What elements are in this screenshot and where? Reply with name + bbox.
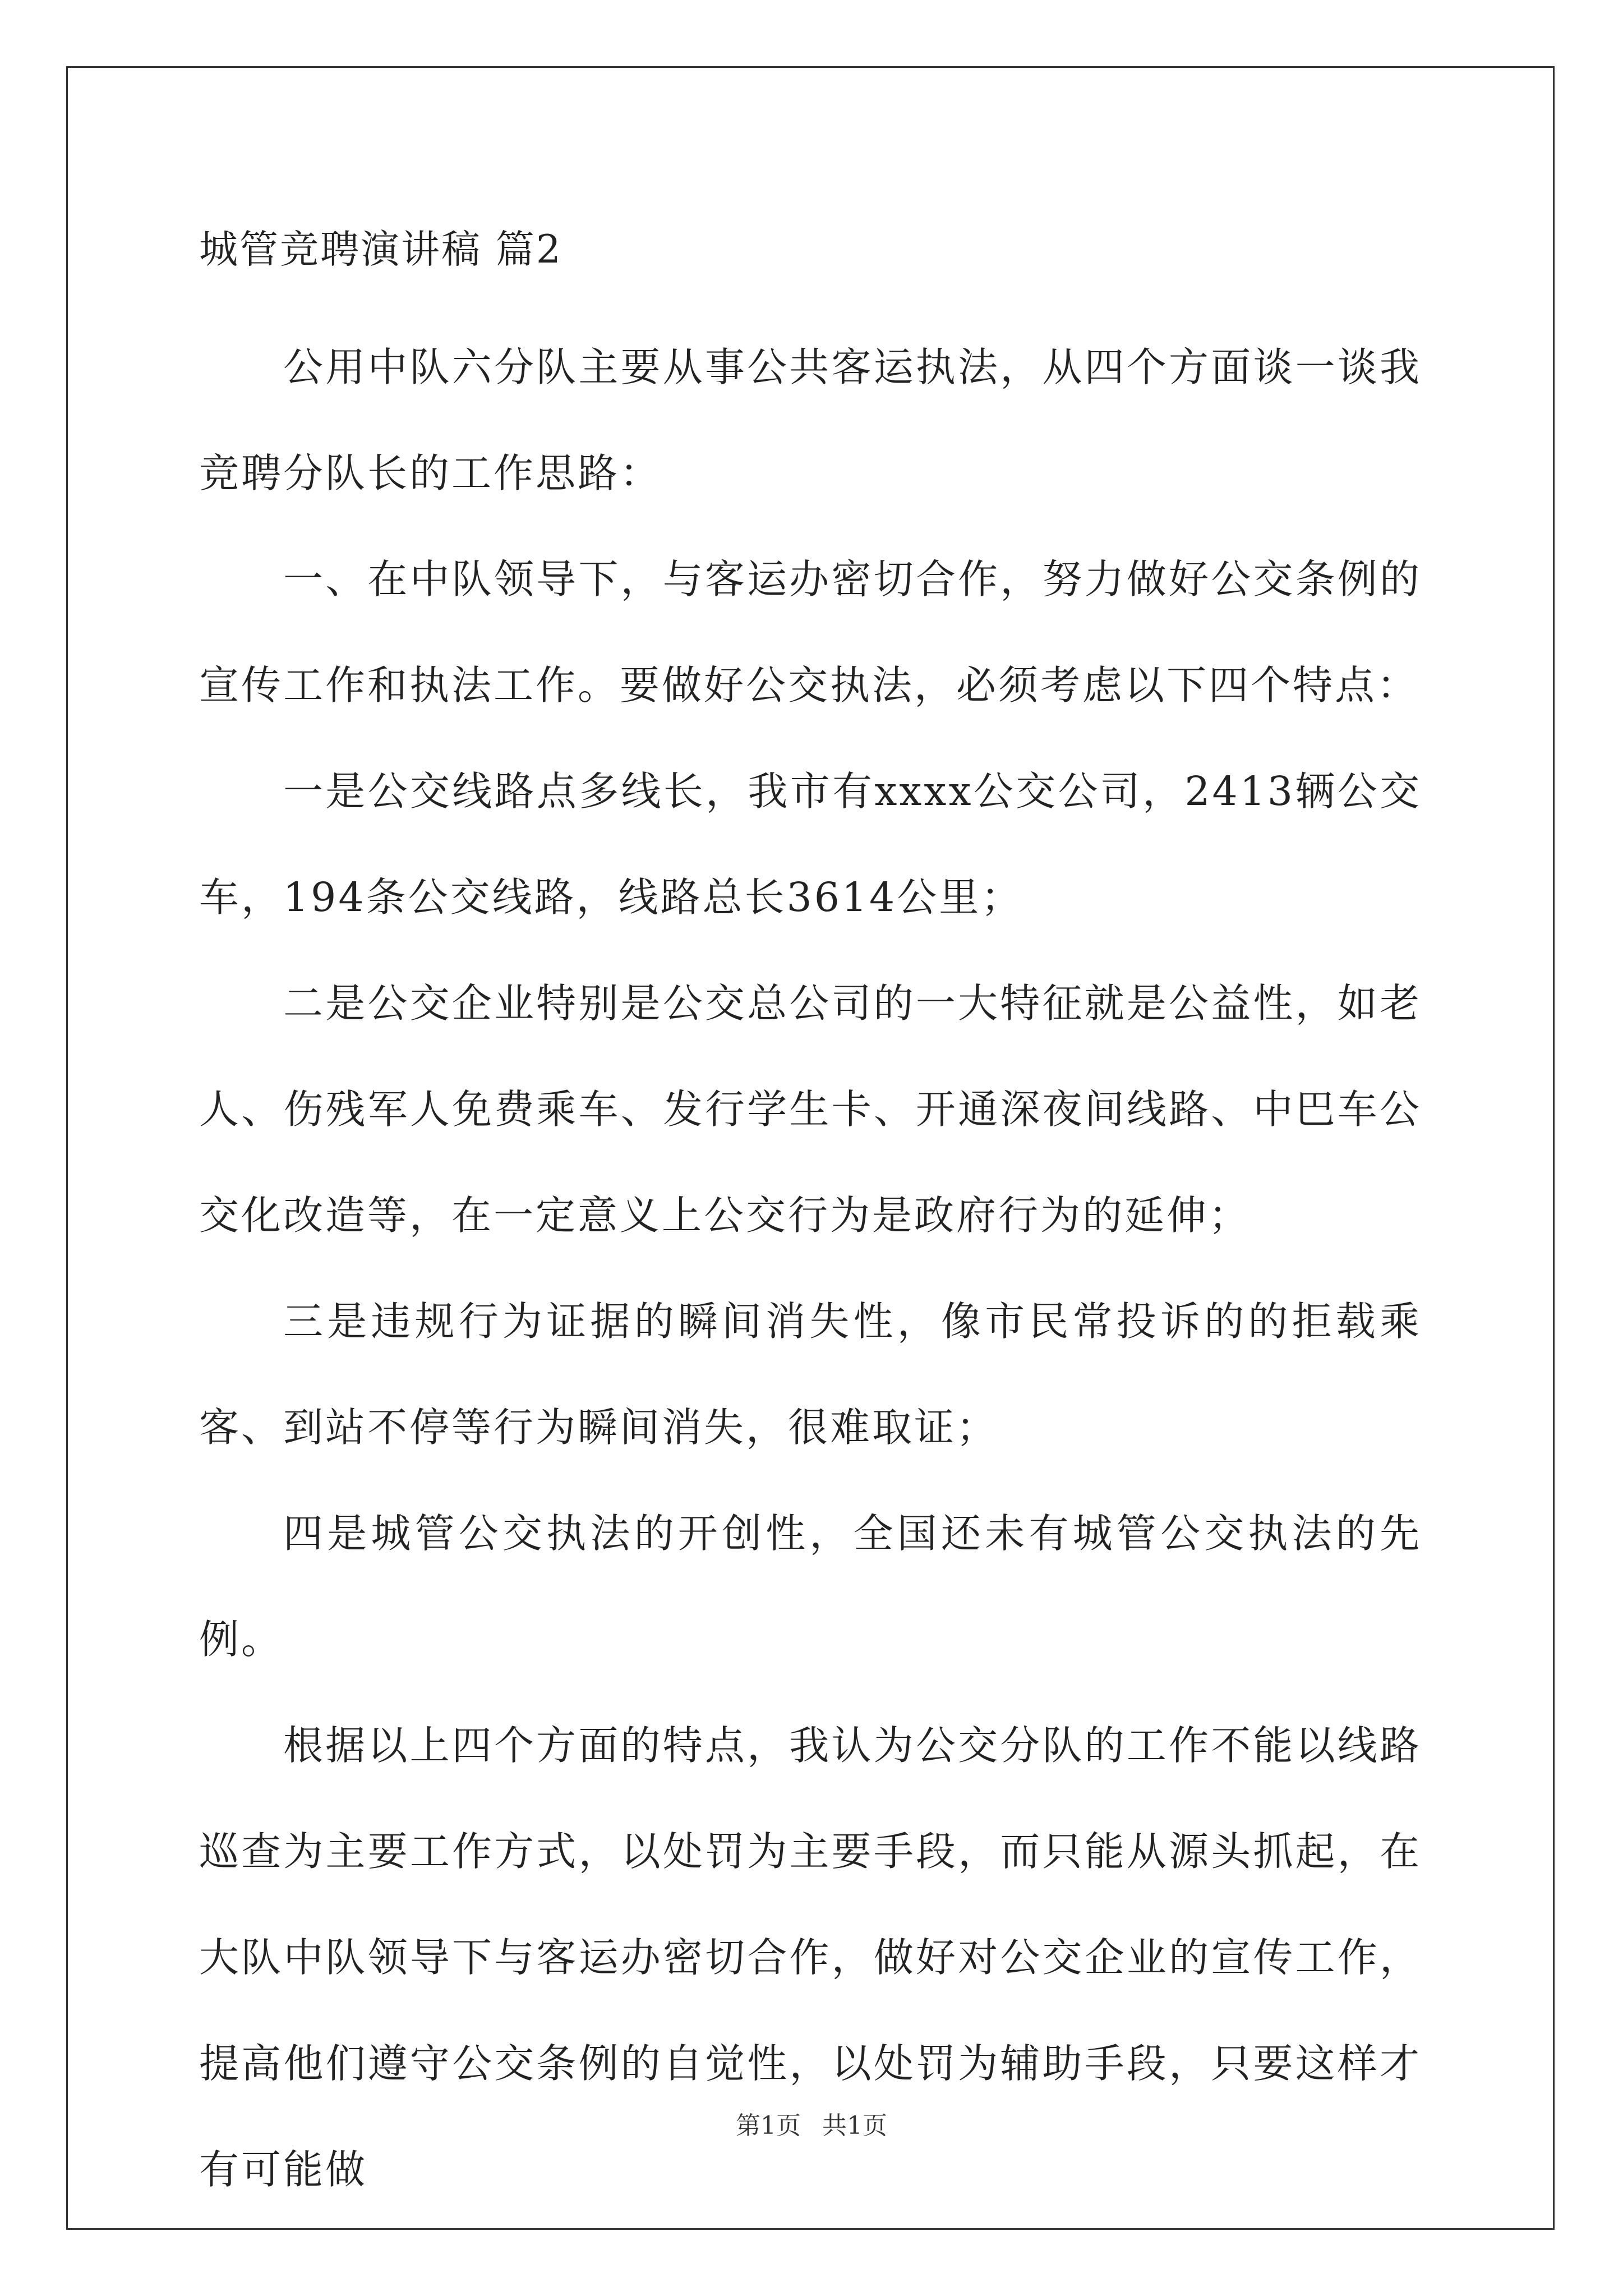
paragraph: 一是公交线路点多线长，我市有xxxx公交公司，2413辆公交车，194条公交线路，线路总长3614公里； [199, 768, 1422, 921]
paragraph: 三是违规行为证据的瞬间消失性，像市民常投诉的的拒载乘客、到站不停等行为瞬间消失，很难取证； [199, 1298, 1422, 1451]
paragraph: 二是公交企业特别是公交总公司的一大特征就是公益性，如老人、伤残军人免费乘车、发行学生卡、开通深夜间线路、中巴车公交化改造等，在一定意义上公交行为是政府行为的延伸； [199, 980, 1422, 1239]
paragraph-list [199, 314, 1422, 2223]
page-footer [0, 2109, 1623, 2143]
paragraph: 一、在中队领导下，与客运办密切合作，努力做好公交条例的宣传工作和执法工作。要做好公交执法，必须考虑以下四个特点： [199, 556, 1422, 708]
paragraph: 四是城管公交执法的开创性，全国还未有城管公交执法的先例。 [199, 1510, 1422, 1663]
paragraph: 公用中队六分队主要从事公共客运执法，从四个方面谈一谈我竞聘分队长的工作思路： [199, 344, 1422, 496]
page-total: 共1页 [822, 2111, 887, 2140]
page-number: 第1页 [736, 2111, 801, 2140]
paragraph: 根据以上四个方面的特点，我认为公交分队的工作不能以线路巡查为主要工作方式，以处罚为主要手段，而只能从源头抓起，在大队中队领导下与客运办密切合作，做好对公交企业的宣传工作，提高他们遵守公交条例的自觉性，以处罚为辅助手段，只要这样才有可能做 [199, 1722, 1422, 2193]
document-title: 城管竞聘演讲稿 篇2 [199, 227, 562, 272]
